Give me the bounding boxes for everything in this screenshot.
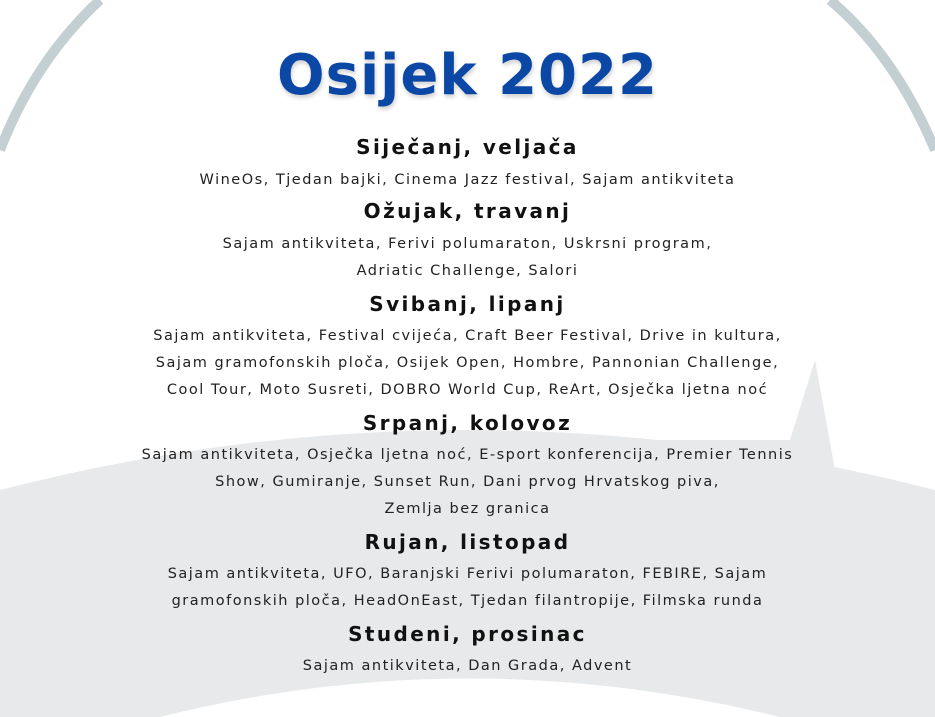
period-heading-jan-feb: Siječanj, veljača <box>356 135 579 159</box>
event-line: gramofonskih ploča, HeadOnEast, Tjedan filantropije, Filmska runda <box>171 593 764 609</box>
event-line: Sajam antikviteta, Dan Grada, Advent <box>302 658 633 674</box>
event-line: Sajam gramofonskih ploča, Osijek Open, Hombre, Pannonian Challenge, <box>155 355 780 371</box>
period-heading-jul-aug: Srpanj, kolovoz <box>362 411 573 435</box>
event-line: Sajam antikviteta, Festival cvijeća, Craft Beer Festival, Drive in kultura, <box>153 328 782 344</box>
event-line: Sajam antikviteta, Ferivi polumaraton, Uskrsni program, <box>222 236 713 252</box>
event-line: WineOs, Tjedan bajki, Cinema Jazz festival, Sajam antikviteta <box>199 172 736 188</box>
event-line: Zemlja bez granica <box>384 501 551 517</box>
period-events-mar-apr <box>0 231 935 285</box>
event-line: Sajam antikviteta, Osječka ljetna noć, E-sport konferencija, Premier Tennis <box>141 447 794 463</box>
period-events-jan-feb <box>0 167 935 194</box>
period-events-nov-dec <box>0 653 935 680</box>
period-events-sep-oct <box>0 561 935 615</box>
event-line: Show, Gumiranje, Sunset Run, Dani prvog Hrvatskog piva, <box>215 474 720 490</box>
period-heading-may-jun: Svibanj, lipanj <box>369 292 566 316</box>
event-line: Cool Tour, Moto Susreti, DOBRO World Cup, ReArt, Osječka ljetna noć <box>166 382 769 398</box>
event-line: Adriatic Challenge, Salori <box>356 263 579 279</box>
period-heading-sep-oct: Rujan, listopad <box>364 530 571 554</box>
period-events-jul-aug <box>0 442 935 523</box>
event-line: Sajam antikviteta, UFO, Baranjski Ferivi polumaraton, FEBIRE, Sajam <box>167 566 768 582</box>
period-events-may-jun <box>0 323 935 404</box>
period-heading-nov-dec: Studeni, prosinac <box>348 622 587 646</box>
period-heading-mar-apr: Ožujak, travanj <box>363 199 572 223</box>
page-title: Osijek 2022 <box>277 43 658 108</box>
